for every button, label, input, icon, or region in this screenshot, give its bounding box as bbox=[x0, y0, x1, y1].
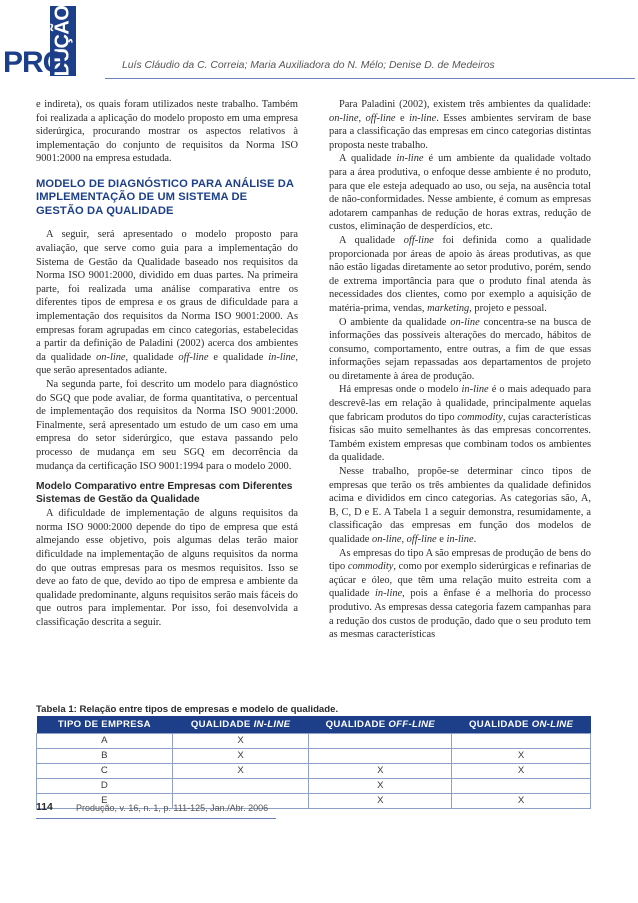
left-paragraph-1: e indireta), os quais foram utilizados neste trabalho. Também foi realizada a aplicação do modelo proposto em uma empresa siderúrgica, procurando mostrar os aspectos relativos à implementação do conjunto de requisitos da Norma ISO 9001:2000 na empresa estudada. bbox=[36, 99, 298, 165]
cell-inline: X bbox=[172, 763, 309, 778]
cell-type: B bbox=[37, 748, 173, 763]
right-paragraph-2: A qualidade in-line é um ambiente da qualidade voltado para a área produtiva, o enfoque desse ambiente é no produto, para que ele esteja adequado ao uso, ou seja, na ausência total de não-conformidades. Nesse ambiente, é comum as empresas adotarem campanhas de redução de horas extras, redução de custos, eliminação de desperdícios, etc. bbox=[329, 153, 591, 233]
right-paragraph-5: Há empresas onde o modelo in-line é o mais adequado para descrevê-las em relação à qualidade, principalmente aquelas que fabricam produtos do tipo commodity, cujas características físicas são muito semelhantes às das empresas concorrentes. Também existem empresas que combinam todos os ambientes da qualidade. bbox=[329, 384, 591, 464]
cell-inline bbox=[172, 778, 309, 793]
left-paragraph-4: A dificuldade de implementação de alguns requisitos da norma ISO 9000:2000 depende do tipo de empresa que está almejando esse objetivo, pois algumas delas terão maior dificuldade na implementação de alguns requisitos da norma do que outras empresas para os mesmos requisitos. Isso se deve ao fato de que, devido ao tipo de empresa e ambiente da qualidade predominante, alguns requisitos serão mais fáceis do que outros para implementar. Por isso, foi desenvolvida a classificação descrita a seguir. bbox=[36, 508, 298, 628]
cell-online: X bbox=[452, 763, 591, 778]
cell-online bbox=[452, 778, 591, 793]
table-row bbox=[37, 748, 591, 763]
table-row bbox=[37, 778, 591, 793]
header-company-type: TIPO DE EMPRESA bbox=[37, 716, 173, 733]
cell-type: E bbox=[37, 793, 173, 808]
cell-online: X bbox=[452, 748, 591, 763]
running-header-authors: Luís Cláudio da C. Correia; Maria Auxiliadora do N. Mélo; Denise D. de Medeiros bbox=[122, 60, 495, 71]
cell-offline: X bbox=[309, 778, 452, 793]
page-number: 114 bbox=[36, 802, 53, 813]
journal-citation: Produção, v. 16, n. 1, p. 111-125, Jan./Abr. 2006 bbox=[76, 803, 269, 813]
cell-type: A bbox=[37, 733, 173, 748]
cell-offline: X bbox=[309, 793, 452, 808]
header-online: QUALIDADE ON-LINE bbox=[452, 716, 591, 733]
cell-type: C bbox=[37, 763, 173, 778]
left-column bbox=[36, 98, 298, 630]
table-header-row bbox=[37, 716, 591, 733]
logo-part1: PRO bbox=[3, 46, 66, 79]
cell-offline bbox=[309, 748, 452, 763]
right-paragraph-7: As empresas do tipo A são empresas de produção de bens do tipo commodity, como por exemplo siderúrgicas e refinarias de açúcar e óleo, que têm uma relação muito estreita com a qualidade in-line, pois a ênfase é a melhoria do processo produtivo. As empresas dessa categoria fazem campanhas para a redução dos custos de produção, dado que o seu produto tem as mesmas características bbox=[329, 547, 592, 641]
logo-part2: DUÇÃO bbox=[51, 6, 74, 76]
right-column bbox=[329, 98, 591, 642]
header-divider bbox=[105, 78, 635, 79]
left-paragraph-3: Na segunda parte, foi descrito um modelo para diagnóstico do SGQ que pode avaliar, de forma quantitativa, o percentual de implementação dos requisitos da Norma ISO 9001:2000. Finalmente, será apresentado um estudo de um caso em uma empresa do setor siderúrgico, que estava passando pelo processo de mudança em seu SGQ em decorrência da mudança da certificação ISO 9001:1994 para o modelo 2000. bbox=[36, 379, 298, 472]
section-heading: MODELO DE DIAGNÓSTICO PARA ANÁLISE DA IMPLEMENTAÇÃO DE UM SISTEMA DE GESTÃO DA QUALIDADE bbox=[36, 177, 294, 217]
table-row bbox=[37, 733, 591, 748]
table-row bbox=[37, 763, 591, 778]
footer-divider bbox=[36, 818, 276, 819]
right-paragraph-6: Nesse trabalho, propõe-se determinar cinco tipos de empresas que terão os três ambientes da qualidade definidos acima e divididos em cinco categorias. As categorias são, A, B, C, D e E. A Tabela 1 a seguir demonstra, resumidamente, a classificação das empresas em função dos modelos de qualidade on-line, off-line e in-line. bbox=[329, 466, 591, 545]
company-quality-table bbox=[36, 716, 591, 809]
cell-online: X bbox=[452, 793, 591, 808]
cell-offline: X bbox=[309, 763, 452, 778]
cell-inline: X bbox=[172, 748, 309, 763]
right-paragraph-1: Para Paladini (2002), existem três ambientes da qualidade: on-line, off-line e in-line. Esses ambientes serviram de base para a classificação das empresas em cinco categorias distintas proposta neste trabalho. bbox=[329, 99, 591, 151]
cell-type: D bbox=[37, 778, 173, 793]
cell-online bbox=[452, 733, 591, 748]
header-inline: QUALIDADE IN-LINE bbox=[172, 716, 309, 733]
cell-offline bbox=[309, 733, 452, 748]
right-paragraph-4: O ambiente da qualidade on-line concentra-se na busca de informações das possíveis alterações do mercado, hábitos de consumo, comportamento, entre outras, a fim de que essas informações sejam repassadas aos departamentos de projeto ou diretamente à área de produção. bbox=[329, 316, 591, 382]
header-offline: QUALIDADE OFF-LINE bbox=[309, 716, 452, 733]
table-caption: Tabela 1: Relação entre tipos de empresas e modelo de qualidade. bbox=[36, 704, 339, 715]
left-paragraph-2: A seguir, será apresentado o modelo proposto para avaliação, que serve como guia para a implementação do Sistema de Gestão da Qualidade baseado nos requisitos da Norma ISO 9001:2000, dividido em duas partes. Na primeira parte, foi realizada uma análise comparativa entre os diferentes tipos de empresa e os graus de dificuldade para a implementação dos requisitos da Norma ISO 9001:2000. As empresas foram agrupadas em cinco categorias, estabelecidas a partir da definição de Paladini (2002) acerca dos ambientes da qualidade on-line, qualidade off-line e qualidade in-line, que serão apresentados adiante. bbox=[36, 229, 299, 377]
subsection-heading: Modelo Comparativo entre Empresas com Diferentes Sistemas de Gestão da Qualidade bbox=[36, 481, 293, 506]
right-paragraph-3: A qualidade off-line foi definida como a qualidade proporcionada por áreas de apoio às áreas produtivas, as que não estão ligadas diretamente ao setor produtivo, porém, sendo de extrema importância para que o produto final atenda às necessidades dos clientes, como por exemplo a aquisição de matéria-prima, vendas, marketing, projeto e pessoal. bbox=[329, 234, 591, 314]
cell-inline: X bbox=[172, 733, 309, 748]
